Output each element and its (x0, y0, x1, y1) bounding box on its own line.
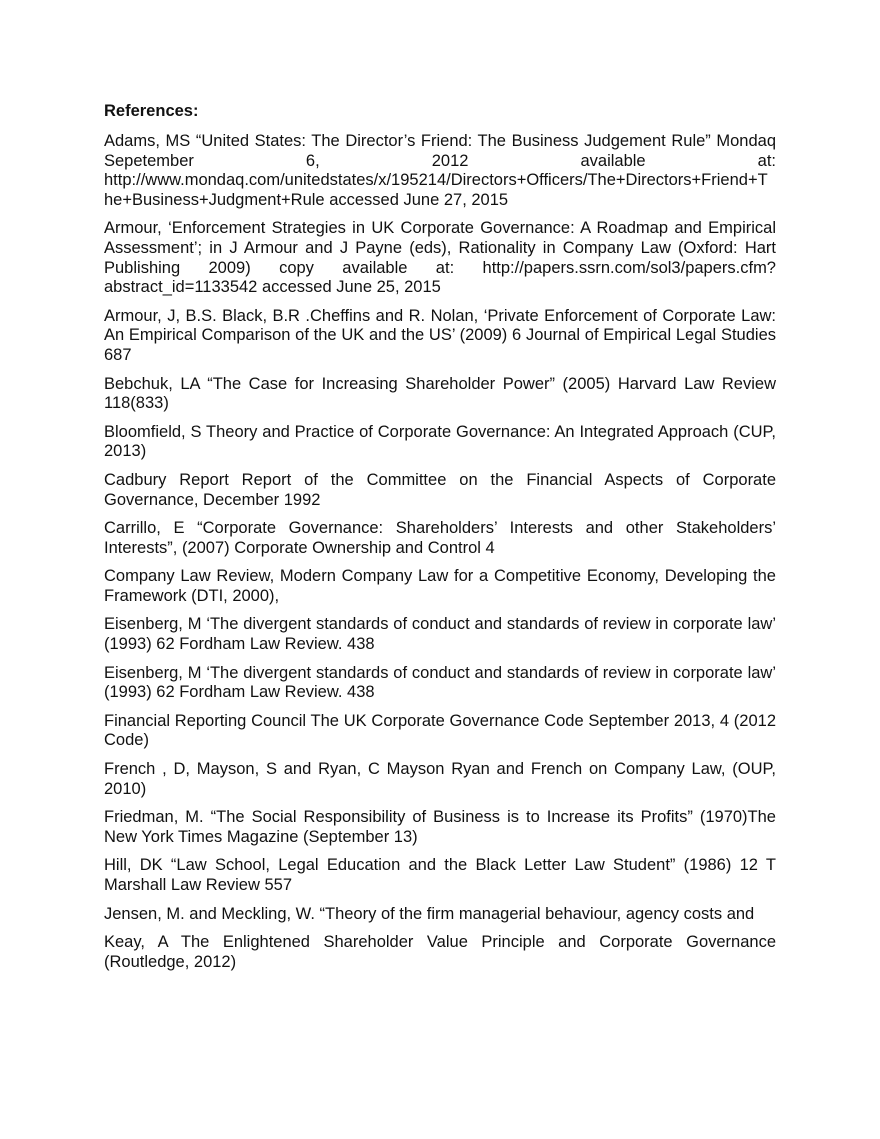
reference-entry: Friedman, M. “The Social Responsibility of Business is to Increase its Profits” (1970)The New York Times Magazine (September 13) (104, 808, 776, 846)
reference-entry: Keay, A The Enlightened Shareholder Value Principle and Corporate Governance (Routledge, 2012) (104, 933, 776, 971)
reference-entry: Armour, ‘Enforcement Strategies in UK Corporate Governance: A Roadmap and Empirical Assessment’; in J Armour and J Payne (eds), Rationality in Company Law (Oxford: Hart Publishing 2009) copy available at: http://papers.ssrn.com/sol3/papers.cfm?abstract_id=1133542 accessed June 25, 2015 (104, 219, 776, 297)
reference-entry: Bloomfield, S Theory and Practice of Corporate Governance: An Integrated Approach (CUP, 2013) (104, 422, 776, 461)
reference-list (104, 132, 776, 972)
reference-entry: Adams, MS “United States: The Director’s Friend: The Business Judgement Rule” Mondaq Sepetember 6, 2012 available at: http://www.mondaq.com/unitedstates/x/195214/Directors+Officers/The+Directors+Friend+The+Business+Judgment+Rule accessed June 27, 2015 (104, 132, 776, 209)
reference-entry: Cadbury Report Report of the Committee on the Financial Aspects of Corporate Governance, December 1992 (104, 470, 776, 509)
reference-entry: Jensen, M. and Meckling, W. “Theory of the firm managerial behaviour, agency costs and (104, 904, 755, 923)
reference-entry: Company Law Review, Modern Company Law for a Competitive Economy, Developing the Framework (DTI, 2000), (104, 567, 776, 605)
reference-entry: Bebchuk, LA “The Case for Increasing Shareholder Power” (2005) Harvard Law Review 118(833) (104, 374, 776, 413)
reference-entry: Eisenberg, M ‘The divergent standards of conduct and standards of review in corporate law’ (1993) 62 Fordham Law Review. 438 (104, 663, 776, 702)
reference-entry: French , D, Mayson, S and Ryan, C Mayson Ryan and French on Company Law, (OUP, 2010) (104, 760, 776, 798)
references-heading: References: (104, 102, 199, 120)
reference-entry: Carrillo, E “Corporate Governance: Shareholders’ Interests and other Stakeholders’ Interests”, (2007) Corporate Ownership and Control 4 (104, 519, 776, 557)
reference-entry: Hill, DK “Law School, Legal Education and the Black Letter Law Student” (1986) 12 T Marshall Law Review 557 (104, 856, 776, 894)
reference-entry: Armour, J, B.S. Black, B.R .Cheffins and R. Nolan, ‘Private Enforcement of Corporate Law: An Empirical Comparison of the UK and the US’ (2009) 6 Journal of Empirical Legal Studies 687 (104, 306, 776, 364)
reference-entry: Eisenberg, M ‘The divergent standards of conduct and standards of review in corporate law’ (1993) 62 Fordham Law Review. 438 (104, 615, 776, 654)
reference-entry: Financial Reporting Council The UK Corporate Governance Code September 2013, 4 (2012 Code) (104, 711, 776, 750)
document-page (104, 101, 776, 981)
